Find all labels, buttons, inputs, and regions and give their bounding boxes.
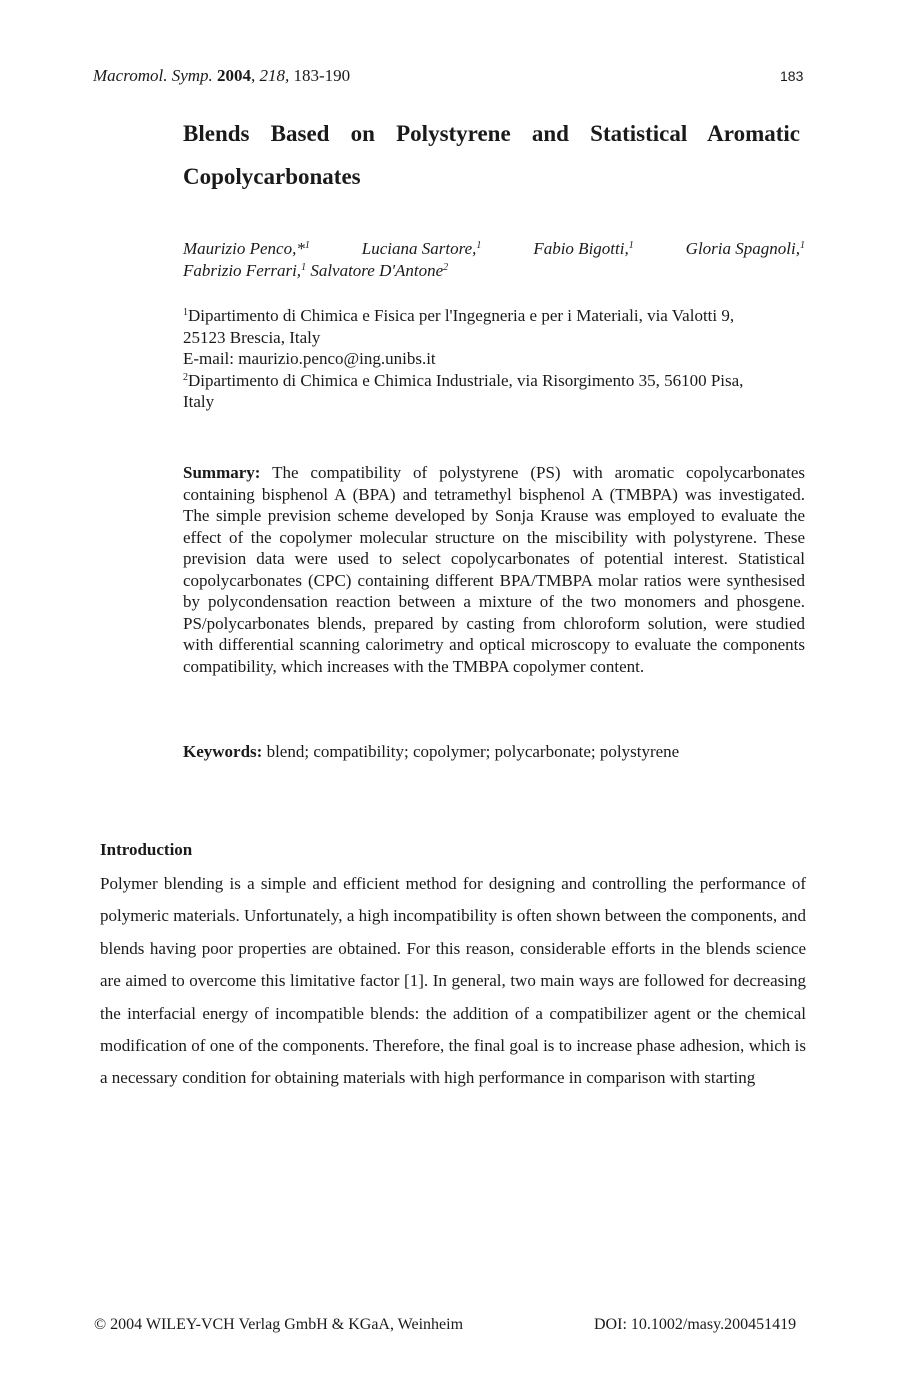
summary-text: The compatibility of polystyrene (PS) with aromatic copolycarbonates containing bisphenol A (BPA) and tetramethyl bisphenol A (TMBPA) was investigated. The simple prevision scheme developed by Sonja Krause was employed to evaluate the effect of the copolymer molecular structure on the miscibility with polystyrene. These prevision data were used to select copolycarbonates of potential interest. Statistical copolycarbonates (CPC) containing different BPA/TMBPA molar ratios were synthesised by polycondensation reaction between a mixture of the two monomers and phosgene. PS/polycarbonates blends, prepared by casting from chloroform solution, were studied with differential scanning calorimetry and optical microscopy to evaluate the components compatibility, which increases with the TMBPA copolymer content. [183, 463, 805, 676]
title-line-2: Copolycarbonates [183, 164, 361, 189]
affiliations [183, 305, 808, 413]
journal-year: 2004 [217, 66, 252, 85]
copyright-notice: © 2004 WILEY-VCH Verlag GmbH & KGaA, Weinheim [94, 1316, 464, 1333]
doi: DOI: 10.1002/masy.200451419 [594, 1316, 797, 1333]
page-number: 183 [780, 68, 804, 84]
affiliation-2: $^2$Dipartimento di Chimica e Chimica Industriale, via Risorgimento 35, 56100 Pisa, [183, 370, 744, 390]
abstract [183, 462, 805, 677]
section-heading-introduction: Introduction [100, 840, 193, 859]
author: Salvatore D'Antone$^2$ [310, 261, 449, 280]
author: Fabio Bigotti,$^1$ [533, 239, 634, 258]
author: Gloria Spagnoli,$^1$ [685, 239, 805, 258]
paper-title [183, 112, 800, 198]
keywords-label: Keywords: [183, 742, 263, 761]
summary-label: Summary: [183, 463, 261, 482]
keywords [183, 742, 805, 762]
affiliation-2-country: Italy [183, 392, 215, 412]
author: Luciana Sartore,$^1$ [361, 239, 482, 258]
contact-email: E-mail: maurizio.penco@ing.unibs.it [183, 349, 436, 369]
journal-name: Macromol. Symp. [93, 66, 213, 85]
introduction-paragraph: Polymer blending is a simple and efficient method for designing and controlling the performance of polymeric materials. Unfortunately, a high incompatibility is often shown between the components, and blends having poor properties are obtained. For this reason, considerable efforts in the blends science are aimed to overcome this limitative factor [1]. In general, two main ways are followed for decreasing the interfacial energy of incompatible blends: the addition of a compatibilizer agent or the chemical modification of one of the components. Therefore, the final goal is to increase phase adhesion, which is a necessary condition for obtaining materials with high performance in comparison with starting [100, 874, 806, 1088]
journal-pages: 183-190 [293, 66, 351, 85]
keywords-text: blend; compatibility; copolymer; polycarbonate; polystyrene [266, 742, 680, 761]
title-line-1: Blends Based on Polystyrene and Statistical Aromatic [183, 121, 800, 146]
affiliation-1: $^1$Dipartimento di Chimica e Fisica per l'Ingegneria e per i Materiali, via Valotti 9, [183, 306, 735, 325]
journal-volume: 218, [259, 66, 290, 85]
author: Fabrizio Ferrari,$^1$ [183, 261, 307, 280]
running-header: Macromol. Symp. 2004, 218, 183-190 [93, 66, 351, 85]
affiliation-1-city: 25123 Brescia, Italy [183, 327, 321, 347]
author: Maurizio Penco,*$^1$ [183, 239, 310, 258]
author-list [183, 238, 805, 282]
